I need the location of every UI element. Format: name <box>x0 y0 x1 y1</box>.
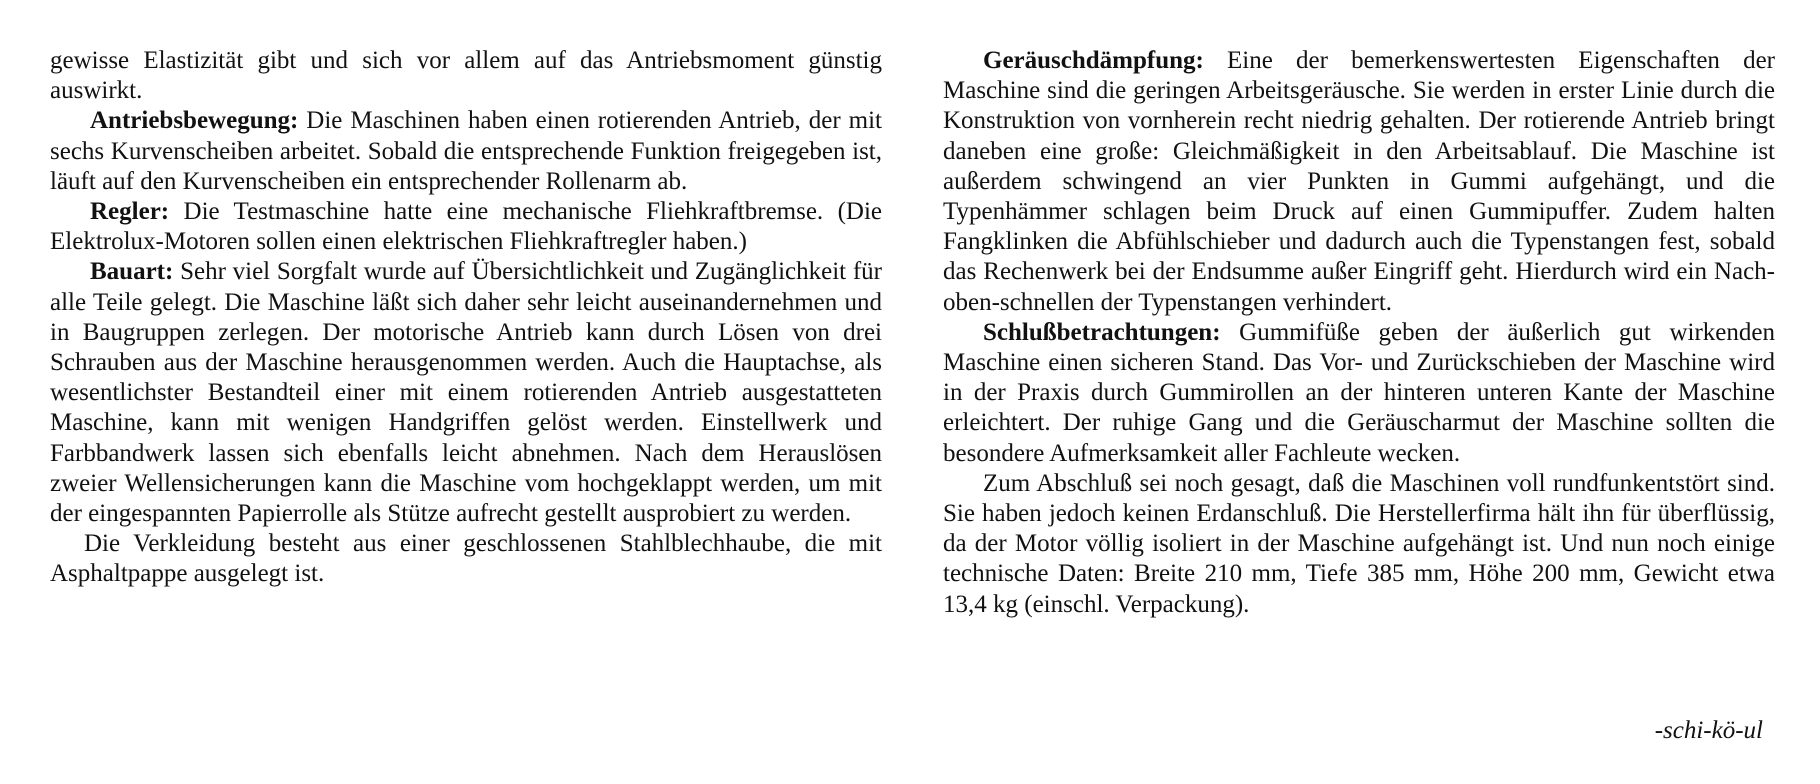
paragraph-bauart <box>50 257 882 529</box>
paragraph-text: Die Maschinen haben einen rotierenden Antrieb, der mit sechs Kurvenscheiben arbeitet. Sobald die entsprechende Funktion freigegeben ist, läuft auf den Kurvenscheiben ein entsprechender Rollenarm ab. <box>50 107 882 195</box>
author-signature: -schi-kö-ul <box>1654 717 1763 744</box>
paragraph-continuation <box>50 46 882 106</box>
paragraph-text: gewisse Elastizität gibt und sich vor allem auf das Antriebsmoment günstig auswirkt. <box>50 47 882 105</box>
paragraph-antriebsbewegung <box>50 106 882 197</box>
right-column <box>943 46 1775 620</box>
paragraph-geraeuschdaempfung <box>943 46 1775 318</box>
paragraph-text: Die Verkleidung besteht aus einer geschlossenen Stahlblechhaube, die mit Asphaltpappe ausgelegt ist. <box>50 530 882 588</box>
paragraph-text: Gummifüße geben der äußerlich gut wirkenden Maschine einen sicheren Stand. Das Vor- und Zurückschieben der Maschine wird in der Praxis durch Gummirollen an der hinteren unteren Kante der Maschine erleichtert. Der ruhige Gang und die Geräuscharmut der Maschine sollten die besondere Aufmerksamkeit aller Fachleute wecken. <box>943 318 1775 467</box>
section-heading: Schlußbetrachtungen: <box>983 318 1221 346</box>
left-column <box>50 46 882 590</box>
paragraph-text: Die Testmaschine hatte eine mechanische Fliehkraftbremse. (Die Elektrolux-Motoren sollen einen elektrischen Fliehkraftregler haben.) <box>50 198 882 256</box>
section-heading: Geräuschdämpfung: <box>983 47 1204 74</box>
paragraph-text: Eine der bemerkenswertesten Eigenschaften der Maschine sind die geringen Arbeitsgeräusche. Sie werden in erster Linie durch die Konstruktion von vornherein recht niedrig gehalten. Der rotierende Antrieb bringt daneben eine große: Gleichmäßigkeit in den Arbeitsablauf. Die Maschine ist außerdem schwingend an vier Punkten in Gummi aufgehängt, und die Typenhämmer schlagen beim Druck auf einen Gummipuffer. Zudem halten Fangklinken die Abfühlschieber und dadurch auch die Typenstangen fest, sobald das Rechenwerk bei der Endsumme außer Eingriff geht. Hierdurch wird ein Nach-oben-schnellen der Typenstangen verhindert. <box>943 47 1775 316</box>
paragraph-text: Sehr viel Sorgfalt wurde auf Übersichtlichkeit und Zugänglichkeit für alle Teile gelegt. Die Maschine läßt sich daher sehr leicht auseinandernehmen und in Baugruppen zerlegen. Der motorische Antrieb kann durch Lösen von drei Schrauben aus der Maschine herausgenommen werden. Auch die Hauptachse, als wesentlichster Bestandteil einer mit einem rotierenden Antrieb ausgestatteten Maschine, kann mit wenigen Handgriffen gelöst werden. Einstellwerk und Farbbandwerk lassen sich ebenfalls leicht abnehmen. Nach dem Herauslösen zweier Wellensicherungen kann die Maschine vom hochgeklappt werden, um mit der eingespannten Papierrolle als Stütze aufrecht gestellt ausprobiert zu werden. <box>50 258 882 528</box>
paragraph-schlussbetrachtungen <box>943 318 1775 469</box>
section-heading: Bauart: <box>90 258 174 286</box>
paragraph-text: Zum Abschluß sei noch gesagt, daß die Maschinen voll rundfunkentstört sind. Sie haben jedoch keinen Erdanschluß. Die Herstellerfirma hält ihn für überflüssig, da der Motor völlig isoliert in der Maschine aufgehängt ist. Und nun noch einige technische Daten: Breite 210 mm, Tiefe 385 mm, Höhe 200 mm, Gewicht etwa 13,4 kg (einschl. Verpackung). <box>943 469 1775 618</box>
paragraph-verkleidung <box>50 529 882 589</box>
paragraph-abschluss <box>943 469 1775 620</box>
paragraph-regler <box>50 197 882 257</box>
section-heading: Regler: <box>90 198 170 226</box>
section-heading: Antriebsbewegung: <box>90 107 299 135</box>
